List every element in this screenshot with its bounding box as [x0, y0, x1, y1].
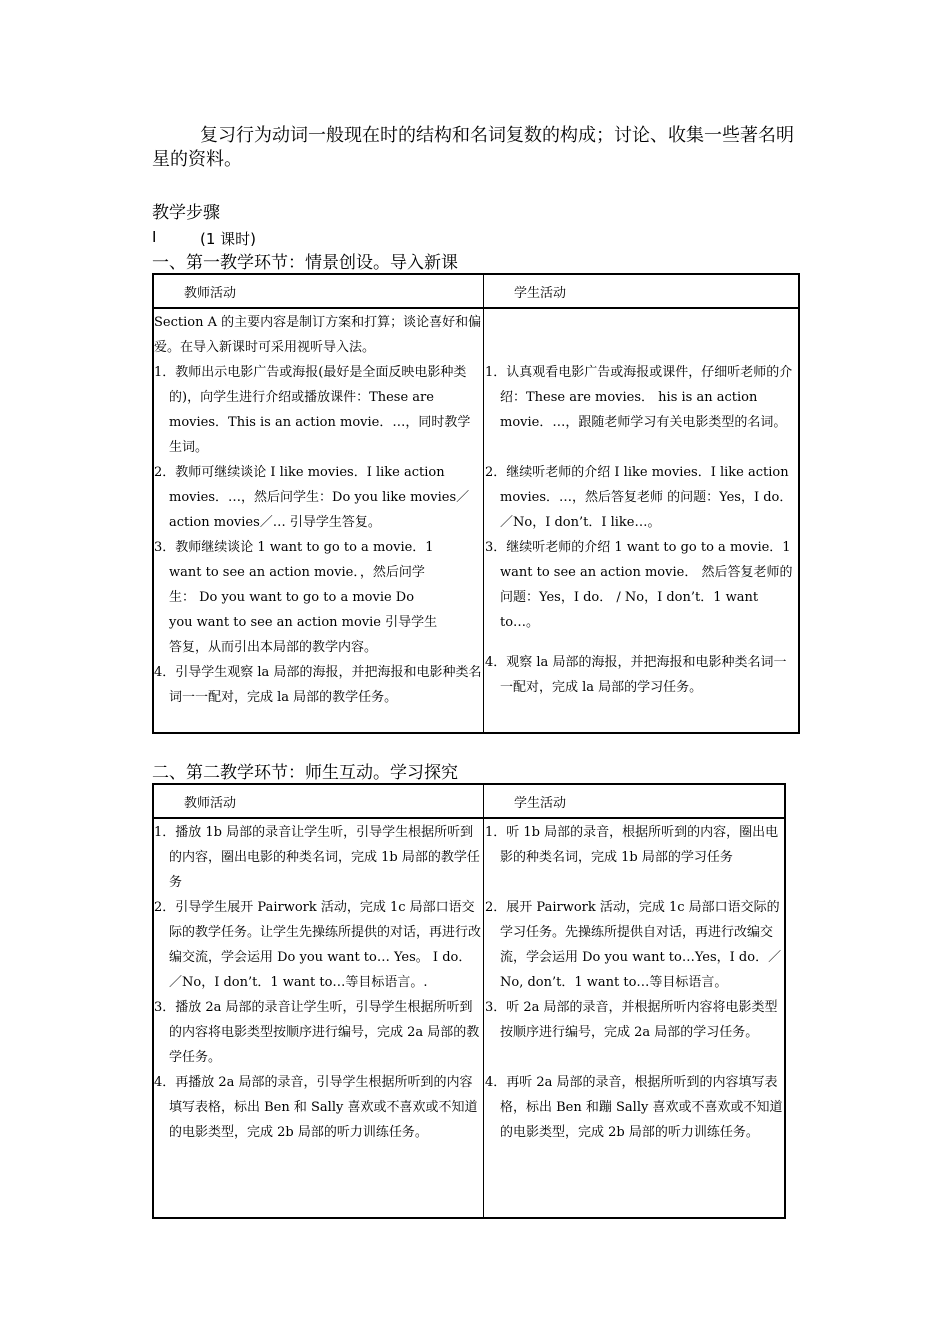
student-item: 3．听 2a 局部的录音，并根据所听内容将电影类型按顺序进行编号，完成 2a 局部的学习任务。 — [485, 1000, 778, 1040]
student-item: 4．再听 2a 局部的录音，根据所听到的内容填写表格，标出 Ben 和蹦 Sally 喜欢或不喜欢或不知道的电影类型，完成 2b 局部的听力训练任务。 — [485, 1075, 783, 1140]
student-item: 2．展开 Pairwork 活动，完成 1c 局部口语交际的学习任务。先操练所提供自对话，再进行改编交流，学会运用 Do you want to…Yes，I do．／No, don’t．1 want to…等目标语言。 — [485, 900, 782, 990]
section1-table — [152, 273, 800, 734]
section1-title: 一、第一教学环节：情景创设。导入新课 — [152, 253, 458, 273]
section2-title: 二、第二教学环节：师生互动。学习探究 — [152, 763, 458, 783]
teacher-item: 1．播放 1b 局部的录音让学生听，引导学生根据所听到的内容，圈出电影的种类名词，完成 1b 局部的教学任务 — [154, 825, 480, 890]
teacher-item: 2．教师可继续谈论 I like movies．I like action movies．…，然后问学生：Do you like movies／action movies／… 引导学生答复。 — [154, 465, 470, 530]
teacher-header: 教师活动 — [184, 796, 237, 811]
student-item: 2．继续听老师的介绍 I like movies．I like action movies．…，然后答复老师 的问题：Yes，I do．／No，I don’t．I like…。 — [485, 465, 793, 530]
column-divider — [483, 275, 484, 732]
student-header: 学生活动 — [514, 286, 567, 301]
student-item: 1．听 1b 局部的录音，根据所听到的内容，圈出电影的种类名词，完成 1b 局部的学习任务 — [485, 825, 779, 865]
teacher-column — [154, 820, 483, 1145]
teacher-item: 3．播放 2a 局部的录音让学生听，引导学生根据所听到的内容将电影类型按顺序进行编号，完成 2a 局部的教学任务。 — [154, 1000, 480, 1065]
column-divider — [483, 785, 484, 1217]
steps-title: 教学步骤 — [152, 203, 220, 223]
lesson-marker: I — [152, 228, 157, 246]
teacher-item: 3．教师继续谈论 1 want to go to a movie．1 want to see an action movie．，然后问学生： Do you want to go to a movie Do you want to see an action movie 引导学生答复，从而引出本局部的教学内容。 — [154, 540, 438, 655]
student-column — [485, 820, 783, 1145]
section2-table — [152, 783, 786, 1219]
teacher-item: 2．引导学生展开 Pairwork 活动，完成 1c 局部口语交际的教学任务。让学生先操练所提供的对话，再进行改编交流，学会运用 Do you want to… Yes。 I do．／No，I don’t．1 want to…等目标语言。. — [154, 900, 482, 990]
lesson-hours: (1 课时) — [200, 230, 257, 248]
teacher-intro: Section A 的主要内容是制订方案和打算；谈论喜好和偏爱。在导入新课时可采用视听导入法。 — [154, 315, 482, 355]
teacher-header: 教师活动 — [184, 286, 237, 301]
student-item: 4．观察 la 局部的海报，并把海报和电影种类名词一一配对，完成 la 局部的学习任务。 — [485, 655, 787, 695]
table-header-row — [154, 785, 784, 819]
student-item: 1．认真观看电影广告或海报或课件，仔细听老师的介绍：These are movies． his is an action movie．…，跟随老师学习有关电影类型的名词。 — [485, 365, 793, 430]
teacher-item: 1．教师出示电影广告或海报(最好是全面反映电影种类的)，向学生进行介绍或播放课件：These are movies．This is an action movie．…，同时教学生词。 — [154, 365, 471, 455]
student-header: 学生活动 — [514, 796, 567, 811]
teacher-column — [154, 310, 483, 710]
intro-paragraph: 复习行为动词一般现在时的结构和名词复数的构成；讨论、收集一些著名明星的资料。 — [152, 125, 794, 170]
student-item: 3．继续听老师的介绍 1 want to go to a movie．1 want to see an action movie． 然后答复老师的问题：Yes，I do． / No，I don’t．1 want to…。 — [485, 540, 793, 630]
teacher-item: 4．再播放 2a 局部的录音，引导学生根据所听到的内容填写表格，标出 Ben 和 Sally 喜欢或不喜欢或不知道的电影类型，完成 2b 局部的听力训练任务。 — [154, 1075, 478, 1140]
table-header-row — [154, 275, 798, 309]
student-column — [485, 360, 797, 700]
teacher-item: 4．引导学生观察 la 局部的海报，并把海报和电影种类名词一一配对，完成 la 局部的教学任务。 — [154, 665, 482, 705]
